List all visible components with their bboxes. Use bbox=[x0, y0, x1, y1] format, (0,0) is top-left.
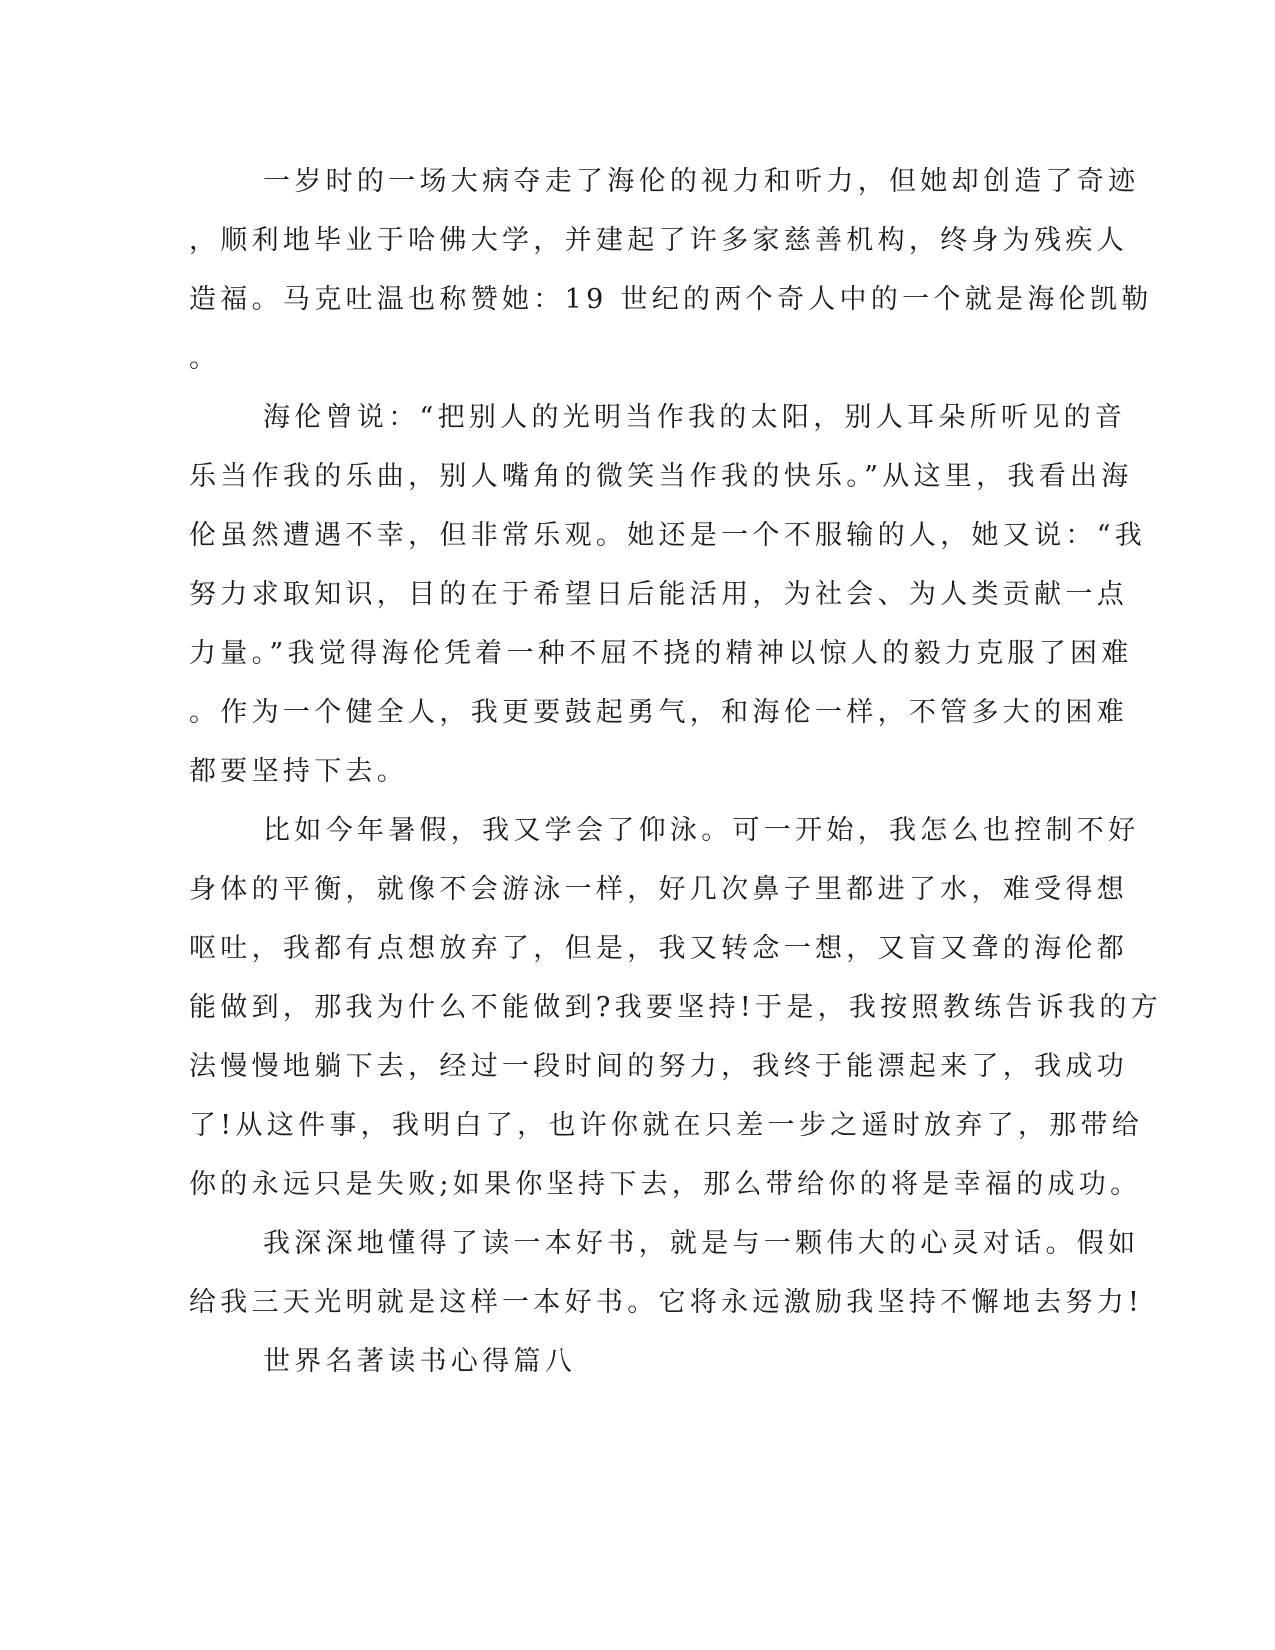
text-line: 海伦曾说：“把别人的光明当作我的太阳，别人耳朵所听见的音 bbox=[263, 402, 1127, 433]
text-line: 努力求取知识，目的在于希望日后能活用，为社会、为人类贡献一点 bbox=[189, 579, 1128, 610]
text-line: 给我三天光明就是这样一本好书。它将永远激励我坚持不懈地去努力! bbox=[189, 1287, 1144, 1318]
text-line: ，顺利地毕业于哈佛大学，并建起了许多家慈善机构，终身为残疾人 bbox=[189, 225, 1128, 256]
text-line: 我深深地懂得了读一本好书，就是与一颗伟大的心灵对话。假如 bbox=[263, 1228, 1140, 1259]
text-line: 一岁时的一场大病夺走了海伦的视力和听力，但她却创造了奇迹 bbox=[263, 166, 1140, 197]
section-heading: 世界名著读书心得篇八 bbox=[263, 1346, 576, 1377]
text-line: 比如今年暑假，我又学会了仰泳。可一开始，我怎么也控制不好 bbox=[263, 815, 1140, 846]
text-line: 身体的平衡，就像不会游泳一样，好几次鼻子里都进了水，难受得想 bbox=[189, 874, 1128, 905]
text-line: 。 bbox=[189, 343, 221, 374]
text-line: 。作为一个健全人，我更要鼓起勇气，和海伦一样，不管多大的困难 bbox=[189, 697, 1128, 728]
text-line: 你的永远只是失败;如果你坚持下去，那么带给你的将是幸福的成功。 bbox=[189, 1169, 1142, 1200]
text-line: 伦虽然遭遇不幸，但非常乐观。她还是一个不服输的人，她又说：“我 bbox=[189, 520, 1147, 551]
text-line: 法慢慢地躺下去，经过一段时间的努力，我终于能漂起来了，我成功 bbox=[189, 1051, 1128, 1082]
text-line: 能做到，那我为什么不能做到?我要坚持!于是，我按照教练告诉我的方 bbox=[189, 992, 1162, 1023]
text-line: 乐当作我的乐曲，别人嘴角的微笑当作我的快乐。”从这里，我看出海 bbox=[189, 461, 1133, 492]
text-line: 了!从这件事，我明白了，也许你就在只差一步之遥时放弃了，那带给 bbox=[189, 1110, 1144, 1141]
text-line: 力量。”我觉得海伦凭着一种不屈不挠的精神以惊人的毅力克服了困难 bbox=[189, 638, 1133, 669]
text-line: 呕吐，我都有点想放弃了，但是，我又转念一想，又盲又聋的海伦都 bbox=[189, 933, 1128, 964]
text-line: 都要坚持下去。 bbox=[189, 756, 409, 787]
text-line: 造福。马克吐温也称赞她：19 世纪的两个奇人中的一个就是海伦凯勒 bbox=[189, 284, 1153, 315]
